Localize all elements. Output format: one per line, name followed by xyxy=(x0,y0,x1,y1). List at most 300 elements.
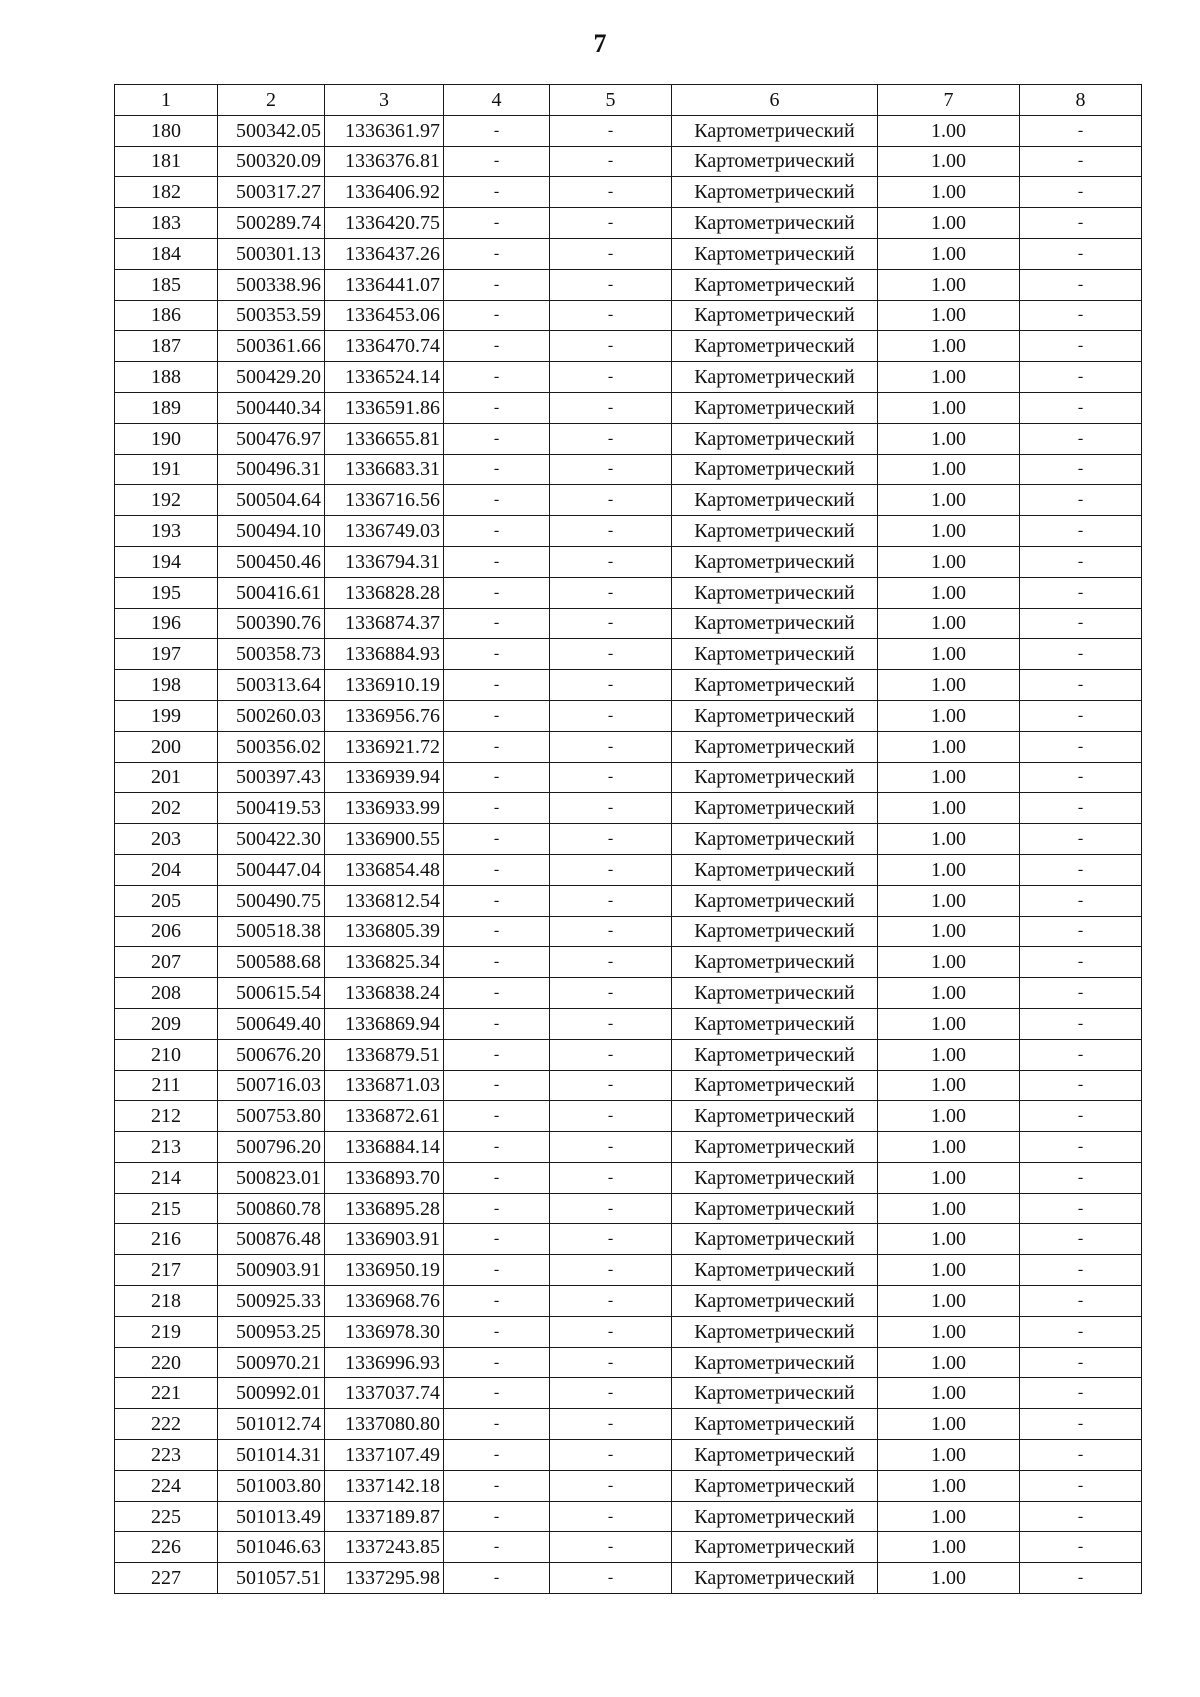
accuracy-cell: 1.00 xyxy=(878,1409,1020,1440)
col8-cell: - xyxy=(1020,392,1142,423)
table-row xyxy=(115,115,1142,146)
col8-cell: - xyxy=(1020,639,1142,670)
col5-cell: - xyxy=(550,577,672,608)
y-coordinate-cell: 1336869.94 xyxy=(325,1008,444,1039)
x-coordinate-cell: 500925.33 xyxy=(218,1286,325,1317)
col8-cell: - xyxy=(1020,362,1142,393)
accuracy-cell: 1.00 xyxy=(878,1316,1020,1347)
x-coordinate-cell: 500447.04 xyxy=(218,854,325,885)
y-coordinate-cell: 1336716.56 xyxy=(325,485,444,516)
col5-cell: - xyxy=(550,916,672,947)
point-number-cell: 198 xyxy=(115,670,218,701)
method-cell: Картометрический xyxy=(672,1409,878,1440)
col5-cell: - xyxy=(550,238,672,269)
col4-cell: - xyxy=(444,1532,550,1563)
x-coordinate-cell: 501057.51 xyxy=(218,1563,325,1594)
table-row xyxy=(115,608,1142,639)
method-cell: Картометрический xyxy=(672,1378,878,1409)
table-row xyxy=(115,1193,1142,1224)
point-number-cell: 188 xyxy=(115,362,218,393)
table-row xyxy=(115,177,1142,208)
y-coordinate-cell: 1336933.99 xyxy=(325,793,444,824)
x-coordinate-cell: 500496.31 xyxy=(218,454,325,485)
table-row xyxy=(115,1440,1142,1471)
y-coordinate-cell: 1336939.94 xyxy=(325,762,444,793)
x-coordinate-cell: 500361.66 xyxy=(218,331,325,362)
col5-cell: - xyxy=(550,115,672,146)
y-coordinate-cell: 1337142.18 xyxy=(325,1470,444,1501)
col4-cell: - xyxy=(444,639,550,670)
table-row xyxy=(115,1224,1142,1255)
point-number-cell: 219 xyxy=(115,1316,218,1347)
x-coordinate-cell: 500649.40 xyxy=(218,1008,325,1039)
col8-cell: - xyxy=(1020,423,1142,454)
x-coordinate-cell: 500440.34 xyxy=(218,392,325,423)
column-header: 2 xyxy=(218,85,325,116)
col4-cell: - xyxy=(444,1132,550,1163)
col8-cell: - xyxy=(1020,885,1142,916)
method-cell: Картометрический xyxy=(672,1316,878,1347)
x-coordinate-cell: 500422.30 xyxy=(218,824,325,855)
table-row xyxy=(115,731,1142,762)
col5-cell: - xyxy=(550,1224,672,1255)
table-row xyxy=(115,1470,1142,1501)
col4-cell: - xyxy=(444,1193,550,1224)
x-coordinate-cell: 501003.80 xyxy=(218,1470,325,1501)
y-coordinate-cell: 1336812.54 xyxy=(325,885,444,916)
method-cell: Картометрический xyxy=(672,885,878,916)
col8-cell: - xyxy=(1020,854,1142,885)
col5-cell: - xyxy=(550,1286,672,1317)
col8-cell: - xyxy=(1020,546,1142,577)
x-coordinate-cell: 500823.01 xyxy=(218,1162,325,1193)
table-row xyxy=(115,1132,1142,1163)
page-number: 7 xyxy=(593,29,607,58)
accuracy-cell: 1.00 xyxy=(878,485,1020,516)
y-coordinate-cell: 1336884.93 xyxy=(325,639,444,670)
accuracy-cell: 1.00 xyxy=(878,1563,1020,1594)
col5-cell: - xyxy=(550,362,672,393)
accuracy-cell: 1.00 xyxy=(878,1255,1020,1286)
table-header-row xyxy=(115,85,1142,116)
accuracy-cell: 1.00 xyxy=(878,793,1020,824)
point-number-cell: 189 xyxy=(115,392,218,423)
col8-cell: - xyxy=(1020,1039,1142,1070)
y-coordinate-cell: 1336893.70 xyxy=(325,1162,444,1193)
method-cell: Картометрический xyxy=(672,947,878,978)
x-coordinate-cell: 500338.96 xyxy=(218,269,325,300)
x-coordinate-cell: 500676.20 xyxy=(218,1039,325,1070)
col5-cell: - xyxy=(550,1132,672,1163)
table-row xyxy=(115,1255,1142,1286)
col8-cell: - xyxy=(1020,331,1142,362)
table-row xyxy=(115,700,1142,731)
method-cell: Картометрический xyxy=(672,300,878,331)
x-coordinate-cell: 500356.02 xyxy=(218,731,325,762)
method-cell: Картометрический xyxy=(672,238,878,269)
col5-cell: - xyxy=(550,1563,672,1594)
accuracy-cell: 1.00 xyxy=(878,177,1020,208)
x-coordinate-cell: 501013.49 xyxy=(218,1501,325,1532)
col4-cell: - xyxy=(444,146,550,177)
y-coordinate-cell: 1336854.48 xyxy=(325,854,444,885)
x-coordinate-cell: 500518.38 xyxy=(218,916,325,947)
col5-cell: - xyxy=(550,1440,672,1471)
point-number-cell: 185 xyxy=(115,269,218,300)
col5-cell: - xyxy=(550,854,672,885)
table-row xyxy=(115,269,1142,300)
point-number-cell: 187 xyxy=(115,331,218,362)
point-number-cell: 227 xyxy=(115,1563,218,1594)
x-coordinate-cell: 500358.73 xyxy=(218,639,325,670)
column-header: 8 xyxy=(1020,85,1142,116)
table-row xyxy=(115,1563,1142,1594)
accuracy-cell: 1.00 xyxy=(878,146,1020,177)
method-cell: Картометрический xyxy=(672,423,878,454)
col4-cell: - xyxy=(444,1286,550,1317)
y-coordinate-cell: 1336828.28 xyxy=(325,577,444,608)
x-coordinate-cell: 500970.21 xyxy=(218,1347,325,1378)
y-coordinate-cell: 1336871.03 xyxy=(325,1070,444,1101)
col8-cell: - xyxy=(1020,1224,1142,1255)
accuracy-cell: 1.00 xyxy=(878,1347,1020,1378)
col5-cell: - xyxy=(550,824,672,855)
col5-cell: - xyxy=(550,608,672,639)
accuracy-cell: 1.00 xyxy=(878,885,1020,916)
y-coordinate-cell: 1336794.31 xyxy=(325,546,444,577)
table-row xyxy=(115,362,1142,393)
point-number-cell: 226 xyxy=(115,1532,218,1563)
point-number-cell: 207 xyxy=(115,947,218,978)
accuracy-cell: 1.00 xyxy=(878,1286,1020,1317)
point-number-cell: 209 xyxy=(115,1008,218,1039)
col5-cell: - xyxy=(550,1039,672,1070)
col5-cell: - xyxy=(550,177,672,208)
point-number-cell: 204 xyxy=(115,854,218,885)
accuracy-cell: 1.00 xyxy=(878,1224,1020,1255)
table-row xyxy=(115,238,1142,269)
point-number-cell: 196 xyxy=(115,608,218,639)
table-row xyxy=(115,331,1142,362)
x-coordinate-cell: 500342.05 xyxy=(218,115,325,146)
point-number-cell: 225 xyxy=(115,1501,218,1532)
col8-cell: - xyxy=(1020,1101,1142,1132)
col4-cell: - xyxy=(444,1255,550,1286)
x-coordinate-cell: 500353.59 xyxy=(218,300,325,331)
point-number-cell: 203 xyxy=(115,824,218,855)
col5-cell: - xyxy=(550,1193,672,1224)
accuracy-cell: 1.00 xyxy=(878,1132,1020,1163)
table-row xyxy=(115,146,1142,177)
accuracy-cell: 1.00 xyxy=(878,1070,1020,1101)
x-coordinate-cell: 500615.54 xyxy=(218,978,325,1009)
table-row xyxy=(115,485,1142,516)
point-number-cell: 192 xyxy=(115,485,218,516)
table-row xyxy=(115,1532,1142,1563)
col8-cell: - xyxy=(1020,1070,1142,1101)
accuracy-cell: 1.00 xyxy=(878,1039,1020,1070)
y-coordinate-cell: 1337295.98 xyxy=(325,1563,444,1594)
coordinates-table xyxy=(114,84,1142,1594)
col8-cell: - xyxy=(1020,1501,1142,1532)
y-coordinate-cell: 1336683.31 xyxy=(325,454,444,485)
x-coordinate-cell: 500490.75 xyxy=(218,885,325,916)
x-coordinate-cell: 500876.48 xyxy=(218,1224,325,1255)
col5-cell: - xyxy=(550,331,672,362)
col4-cell: - xyxy=(444,115,550,146)
y-coordinate-cell: 1336805.39 xyxy=(325,916,444,947)
accuracy-cell: 1.00 xyxy=(878,947,1020,978)
y-coordinate-cell: 1336470.74 xyxy=(325,331,444,362)
accuracy-cell: 1.00 xyxy=(878,331,1020,362)
col4-cell: - xyxy=(444,1039,550,1070)
col5-cell: - xyxy=(550,146,672,177)
col8-cell: - xyxy=(1020,1532,1142,1563)
table-body xyxy=(115,115,1142,1593)
method-cell: Картометрический xyxy=(672,177,878,208)
col4-cell: - xyxy=(444,1224,550,1255)
y-coordinate-cell: 1336921.72 xyxy=(325,731,444,762)
column-header: 6 xyxy=(672,85,878,116)
point-number-cell: 214 xyxy=(115,1162,218,1193)
y-coordinate-cell: 1336900.55 xyxy=(325,824,444,855)
col4-cell: - xyxy=(444,577,550,608)
col4-cell: - xyxy=(444,485,550,516)
col5-cell: - xyxy=(550,700,672,731)
method-cell: Картометрический xyxy=(672,1286,878,1317)
method-cell: Картометрический xyxy=(672,1039,878,1070)
method-cell: Картометрический xyxy=(672,546,878,577)
col8-cell: - xyxy=(1020,1378,1142,1409)
table-row xyxy=(115,670,1142,701)
table-row xyxy=(115,577,1142,608)
method-cell: Картометрический xyxy=(672,1008,878,1039)
y-coordinate-cell: 1336406.92 xyxy=(325,177,444,208)
method-cell: Картометрический xyxy=(672,208,878,239)
col4-cell: - xyxy=(444,885,550,916)
accuracy-cell: 1.00 xyxy=(878,208,1020,239)
y-coordinate-cell: 1337243.85 xyxy=(325,1532,444,1563)
col4-cell: - xyxy=(444,824,550,855)
method-cell: Картометрический xyxy=(672,362,878,393)
col8-cell: - xyxy=(1020,454,1142,485)
point-number-cell: 199 xyxy=(115,700,218,731)
column-header: 4 xyxy=(444,85,550,116)
col8-cell: - xyxy=(1020,485,1142,516)
x-coordinate-cell: 500429.20 xyxy=(218,362,325,393)
point-number-cell: 210 xyxy=(115,1039,218,1070)
col4-cell: - xyxy=(444,177,550,208)
y-coordinate-cell: 1336903.91 xyxy=(325,1224,444,1255)
y-coordinate-cell: 1336884.14 xyxy=(325,1132,444,1163)
point-number-cell: 191 xyxy=(115,454,218,485)
y-coordinate-cell: 1336978.30 xyxy=(325,1316,444,1347)
method-cell: Картометрический xyxy=(672,115,878,146)
table-row xyxy=(115,885,1142,916)
x-coordinate-cell: 500903.91 xyxy=(218,1255,325,1286)
col4-cell: - xyxy=(444,947,550,978)
table-row xyxy=(115,793,1142,824)
accuracy-cell: 1.00 xyxy=(878,1501,1020,1532)
y-coordinate-cell: 1336591.86 xyxy=(325,392,444,423)
col4-cell: - xyxy=(444,423,550,454)
point-number-cell: 182 xyxy=(115,177,218,208)
method-cell: Картометрический xyxy=(672,670,878,701)
x-coordinate-cell: 500390.76 xyxy=(218,608,325,639)
table-row xyxy=(115,824,1142,855)
col5-cell: - xyxy=(550,392,672,423)
table-row xyxy=(115,1286,1142,1317)
method-cell: Картометрический xyxy=(672,731,878,762)
col8-cell: - xyxy=(1020,1286,1142,1317)
table-row xyxy=(115,639,1142,670)
col4-cell: - xyxy=(444,762,550,793)
accuracy-cell: 1.00 xyxy=(878,423,1020,454)
method-cell: Картометрический xyxy=(672,1563,878,1594)
accuracy-cell: 1.00 xyxy=(878,916,1020,947)
x-coordinate-cell: 500301.13 xyxy=(218,238,325,269)
col5-cell: - xyxy=(550,208,672,239)
y-coordinate-cell: 1336453.06 xyxy=(325,300,444,331)
accuracy-cell: 1.00 xyxy=(878,1193,1020,1224)
point-number-cell: 200 xyxy=(115,731,218,762)
x-coordinate-cell: 501012.74 xyxy=(218,1409,325,1440)
col4-cell: - xyxy=(444,546,550,577)
method-cell: Картометрический xyxy=(672,1440,878,1471)
y-coordinate-cell: 1337107.49 xyxy=(325,1440,444,1471)
method-cell: Картометрический xyxy=(672,1255,878,1286)
table-row xyxy=(115,1501,1142,1532)
col4-cell: - xyxy=(444,1440,550,1471)
col4-cell: - xyxy=(444,331,550,362)
y-coordinate-cell: 1336956.76 xyxy=(325,700,444,731)
col4-cell: - xyxy=(444,1347,550,1378)
method-cell: Картометрический xyxy=(672,454,878,485)
col4-cell: - xyxy=(444,454,550,485)
col4-cell: - xyxy=(444,916,550,947)
x-coordinate-cell: 500716.03 xyxy=(218,1070,325,1101)
method-cell: Картометрический xyxy=(672,854,878,885)
accuracy-cell: 1.00 xyxy=(878,700,1020,731)
x-coordinate-cell: 500313.64 xyxy=(218,670,325,701)
accuracy-cell: 1.00 xyxy=(878,516,1020,547)
col5-cell: - xyxy=(550,885,672,916)
accuracy-cell: 1.00 xyxy=(878,762,1020,793)
method-cell: Картометрический xyxy=(672,1101,878,1132)
table-row xyxy=(115,1039,1142,1070)
col5-cell: - xyxy=(550,423,672,454)
method-cell: Картометрический xyxy=(672,824,878,855)
method-cell: Картометрический xyxy=(672,608,878,639)
col5-cell: - xyxy=(550,1532,672,1563)
y-coordinate-cell: 1336950.19 xyxy=(325,1255,444,1286)
method-cell: Картометрический xyxy=(672,1347,878,1378)
col8-cell: - xyxy=(1020,947,1142,978)
method-cell: Картометрический xyxy=(672,762,878,793)
col8-cell: - xyxy=(1020,700,1142,731)
col5-cell: - xyxy=(550,546,672,577)
y-coordinate-cell: 1336996.93 xyxy=(325,1347,444,1378)
y-coordinate-cell: 1336749.03 xyxy=(325,516,444,547)
col4-cell: - xyxy=(444,1378,550,1409)
col8-cell: - xyxy=(1020,238,1142,269)
column-header: 7 xyxy=(878,85,1020,116)
point-number-cell: 183 xyxy=(115,208,218,239)
method-cell: Картометрический xyxy=(672,1224,878,1255)
col8-cell: - xyxy=(1020,1132,1142,1163)
y-coordinate-cell: 1336825.34 xyxy=(325,947,444,978)
accuracy-cell: 1.00 xyxy=(878,577,1020,608)
x-coordinate-cell: 500860.78 xyxy=(218,1193,325,1224)
col8-cell: - xyxy=(1020,793,1142,824)
method-cell: Картометрический xyxy=(672,1162,878,1193)
x-coordinate-cell: 500953.25 xyxy=(218,1316,325,1347)
col5-cell: - xyxy=(550,300,672,331)
col8-cell: - xyxy=(1020,670,1142,701)
method-cell: Картометрический xyxy=(672,392,878,423)
table-row xyxy=(115,762,1142,793)
col8-cell: - xyxy=(1020,608,1142,639)
y-coordinate-cell: 1337037.74 xyxy=(325,1378,444,1409)
point-number-cell: 223 xyxy=(115,1440,218,1471)
point-number-cell: 206 xyxy=(115,916,218,947)
accuracy-cell: 1.00 xyxy=(878,1378,1020,1409)
y-coordinate-cell: 1336524.14 xyxy=(325,362,444,393)
point-number-cell: 202 xyxy=(115,793,218,824)
point-number-cell: 201 xyxy=(115,762,218,793)
point-number-cell: 205 xyxy=(115,885,218,916)
table-row xyxy=(115,1008,1142,1039)
method-cell: Картометрический xyxy=(672,1501,878,1532)
accuracy-cell: 1.00 xyxy=(878,546,1020,577)
x-coordinate-cell: 500260.03 xyxy=(218,700,325,731)
x-coordinate-cell: 500450.46 xyxy=(218,546,325,577)
y-coordinate-cell: 1336655.81 xyxy=(325,423,444,454)
method-cell: Картометрический xyxy=(672,1532,878,1563)
col4-cell: - xyxy=(444,208,550,239)
col4-cell: - xyxy=(444,1501,550,1532)
accuracy-cell: 1.00 xyxy=(878,1440,1020,1471)
y-coordinate-cell: 1336879.51 xyxy=(325,1039,444,1070)
col5-cell: - xyxy=(550,1378,672,1409)
x-coordinate-cell: 500494.10 xyxy=(218,516,325,547)
y-coordinate-cell: 1337080.80 xyxy=(325,1409,444,1440)
method-cell: Картометрический xyxy=(672,331,878,362)
y-coordinate-cell: 1336376.81 xyxy=(325,146,444,177)
table-row xyxy=(115,300,1142,331)
x-coordinate-cell: 500588.68 xyxy=(218,947,325,978)
col8-cell: - xyxy=(1020,916,1142,947)
col4-cell: - xyxy=(444,238,550,269)
col4-cell: - xyxy=(444,1470,550,1501)
col5-cell: - xyxy=(550,1501,672,1532)
table-row xyxy=(115,423,1142,454)
col8-cell: - xyxy=(1020,1440,1142,1471)
method-cell: Картометрический xyxy=(672,485,878,516)
accuracy-cell: 1.00 xyxy=(878,115,1020,146)
col8-cell: - xyxy=(1020,1255,1142,1286)
col4-cell: - xyxy=(444,1070,550,1101)
table-row xyxy=(115,546,1142,577)
point-number-cell: 224 xyxy=(115,1470,218,1501)
table-row xyxy=(115,208,1142,239)
x-coordinate-cell: 500796.20 xyxy=(218,1132,325,1163)
col8-cell: - xyxy=(1020,978,1142,1009)
accuracy-cell: 1.00 xyxy=(878,978,1020,1009)
point-number-cell: 221 xyxy=(115,1378,218,1409)
col8-cell: - xyxy=(1020,115,1142,146)
col5-cell: - xyxy=(550,485,672,516)
